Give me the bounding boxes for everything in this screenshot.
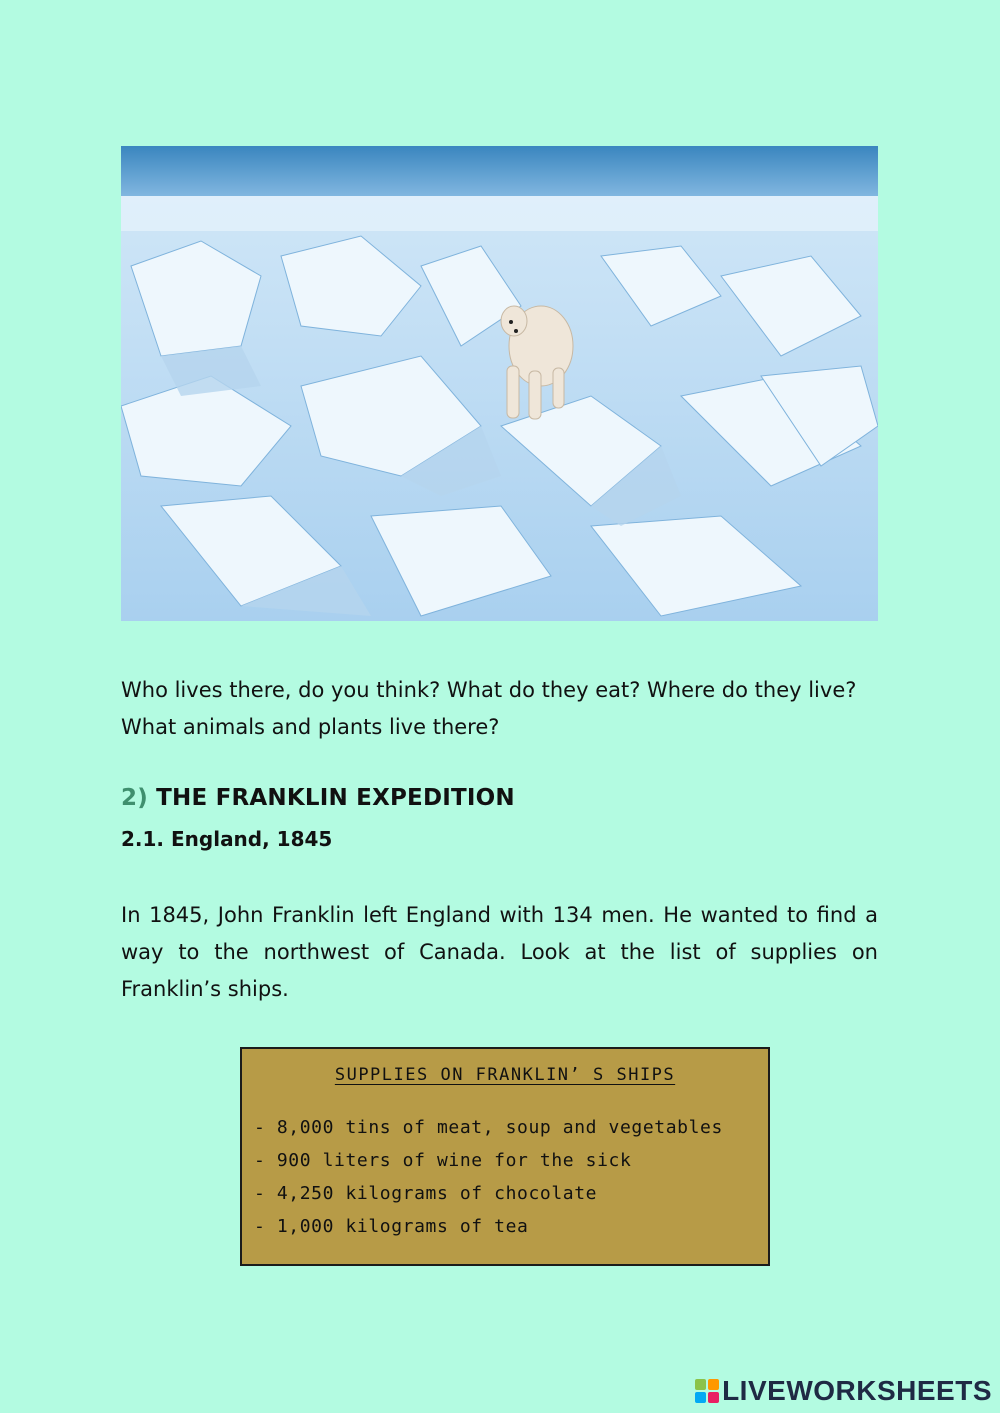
supply-item: - 4,250 kilograms of chocolate — [254, 1183, 598, 1204]
logo-text: LIVEWORKSHEETS — [722, 1375, 992, 1406]
liveworksheets-logo — [695, 1375, 992, 1407]
section-title-text: THE FRANKLIN EXPEDITION — [156, 785, 515, 811]
supplies-title: SUPPLIES ON FRANKLIN’ S SHIPS — [334, 1065, 676, 1085]
section-number: 2) — [121, 785, 148, 811]
supply-item: - 1,000 kilograms of tea — [254, 1216, 529, 1237]
body-paragraph: In 1845, John Franklin left England with 134 men. He wanted to find a way to the northwest of Canada. Look at the list of supplies on Franklin’s ships. — [121, 903, 878, 1001]
supply-item: - 900 liters of wine for the sick — [254, 1150, 632, 1171]
subsection-title: 2.1. England, 1845 — [121, 827, 333, 851]
supplies-list — [242, 1111, 768, 1243]
supply-item: - 8,000 tins of meat, soup and vegetables — [254, 1117, 723, 1138]
intro-questions: Who lives there, do you think? What do they eat? Where do they live? What animals and plants live there? — [121, 678, 857, 739]
liveworksheets-logo-icon — [695, 1379, 719, 1403]
supplies-box — [240, 1047, 770, 1266]
polar-bear-photo — [121, 146, 878, 621]
section-title — [121, 785, 515, 811]
